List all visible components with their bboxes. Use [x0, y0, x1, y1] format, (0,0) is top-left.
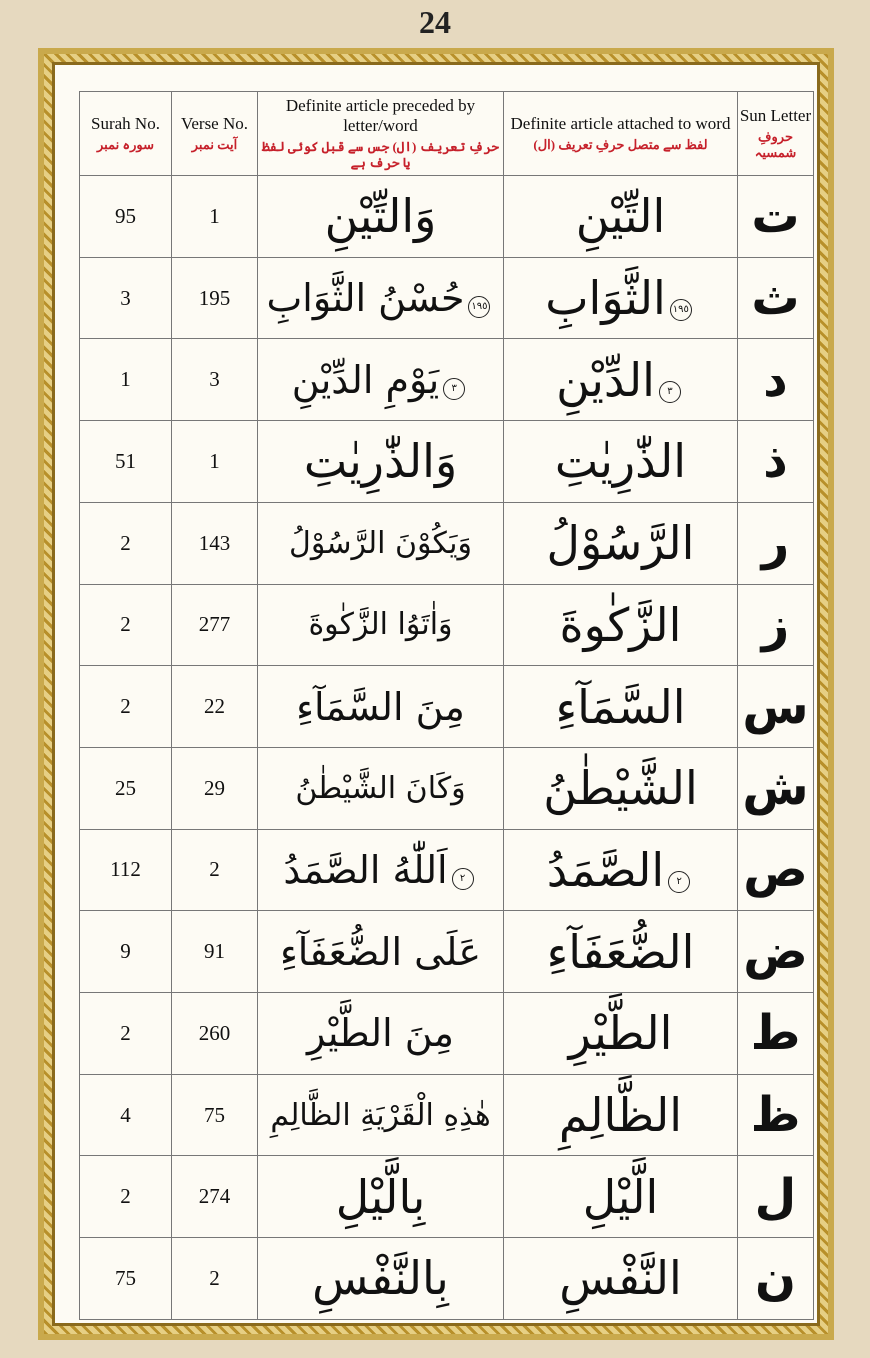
sun-letter-cell: ز: [738, 584, 814, 666]
preceded-word-cell: اَللّٰهُ الصَّمَدُ ٢: [258, 829, 504, 911]
sun-letter-cell: ت: [738, 176, 814, 258]
verse-number-cell: 274: [172, 1156, 258, 1238]
table-row: [80, 1238, 814, 1320]
preceded-word-cell: هٰذِهِ الْقَرْيَةِ الظَّالِمِ: [258, 1074, 504, 1156]
verse-number-cell: 91: [172, 911, 258, 993]
ayah-end-icon: ١٩٥: [670, 299, 692, 321]
table-row: [80, 176, 814, 258]
attached-word-cell: الظَّالِمِ: [504, 1074, 738, 1156]
table-row: [80, 584, 814, 666]
table-row: [80, 993, 814, 1075]
surah-number-cell: 1: [80, 339, 172, 421]
verse-number-cell: 3: [172, 339, 258, 421]
table-row: [80, 257, 814, 339]
table-row: [80, 421, 814, 503]
preceded-word-cell: بِالَّيْلِ: [258, 1156, 504, 1238]
header-row: [80, 92, 814, 176]
attached-word-cell: الصَّمَدُ ٢: [504, 829, 738, 911]
attached-word-cell: النَّفْسِ: [504, 1238, 738, 1320]
verse-number-cell: 277: [172, 584, 258, 666]
page-number: 24: [419, 4, 451, 40]
attached-word-cell: الدِّيْنِ ٣: [504, 339, 738, 421]
attached-word-cell: الرَّسُوْلُ: [504, 502, 738, 584]
header-verse: Verse No. آیت نمبر: [172, 92, 258, 176]
table-row: [80, 911, 814, 993]
attached-word-cell: الَّيْلِ: [504, 1156, 738, 1238]
surah-number-cell: 2: [80, 1156, 172, 1238]
preceded-word-cell: عَلَى الضُّعَفَآءِ: [258, 911, 504, 993]
preceded-word-cell: بِالنَّفْسِ: [258, 1238, 504, 1320]
ayah-end-icon: ٣: [443, 378, 465, 400]
surah-number-cell: 2: [80, 502, 172, 584]
sun-letter-cell: د: [738, 339, 814, 421]
surah-number-cell: 25: [80, 747, 172, 829]
verse-number-cell: 29: [172, 747, 258, 829]
attached-word-cell: الثَّوَابِ ١٩٥: [504, 257, 738, 339]
surah-number-cell: 2: [80, 993, 172, 1075]
attached-word-cell: الشَّيْطٰنُ: [504, 747, 738, 829]
attached-word-cell: الطَّيْرِ: [504, 993, 738, 1075]
verse-number-cell: 75: [172, 1074, 258, 1156]
surah-number-cell: 9: [80, 911, 172, 993]
sun-letter-cell: ص: [738, 829, 814, 911]
surah-number-cell: 95: [80, 176, 172, 258]
preceded-word-cell: مِنَ السَّمَآءِ: [258, 666, 504, 748]
table-row: [80, 747, 814, 829]
ayah-end-icon: ٣: [659, 381, 681, 403]
sun-letters-table: [79, 91, 814, 1320]
surah-number-cell: 75: [80, 1238, 172, 1320]
surah-number-cell: 112: [80, 829, 172, 911]
sun-letter-cell: ر: [738, 502, 814, 584]
surah-number-cell: 51: [80, 421, 172, 503]
surah-number-cell: 2: [80, 666, 172, 748]
ayah-end-icon: ١٩٥: [468, 296, 490, 318]
header-preceded: Definite article preceded by letter/word حرفِ تعریف (ال) جس سے قبل کوئی لفظ یا حرف ہے: [258, 92, 504, 176]
sun-letter-cell: ث: [738, 257, 814, 339]
verse-number-cell: 1: [172, 176, 258, 258]
surah-number-cell: 4: [80, 1074, 172, 1156]
ornamental-frame: [38, 48, 834, 1340]
sun-letter-cell: ض: [738, 911, 814, 993]
verse-number-cell: 1: [172, 421, 258, 503]
attached-word-cell: السَّمَآءِ: [504, 666, 738, 748]
attached-word-cell: الزَّكٰوةَ: [504, 584, 738, 666]
table-row: [80, 502, 814, 584]
ayah-end-icon: ٢: [452, 868, 474, 890]
attached-word-cell: الضُّعَفَآءِ: [504, 911, 738, 993]
frame-inner: [52, 62, 820, 1326]
table-row: [80, 1074, 814, 1156]
table-body: [80, 176, 814, 1320]
verse-number-cell: 2: [172, 829, 258, 911]
preceded-word-cell: مِنَ الطَّيْرِ: [258, 993, 504, 1075]
sun-letter-cell: ن: [738, 1238, 814, 1320]
table-row: [80, 1156, 814, 1238]
preceded-word-cell: حُسْنُ الثَّوَابِ ١٩٥: [258, 257, 504, 339]
verse-number-cell: 2: [172, 1238, 258, 1320]
header-letter: Sun Letter حروفِ شمسیہ: [738, 92, 814, 176]
surah-number-cell: 2: [80, 584, 172, 666]
preceded-word-cell: وَالذّٰرِيٰتِ: [258, 421, 504, 503]
attached-word-cell: الذّٰرِيٰتِ: [504, 421, 738, 503]
sun-letter-cell: ط: [738, 993, 814, 1075]
verse-number-cell: 260: [172, 993, 258, 1075]
sun-letter-cell: ش: [738, 747, 814, 829]
attached-word-cell: التِّيْنِ: [504, 176, 738, 258]
preceded-word-cell: يَوْمِ الدِّيْنِ ٣: [258, 339, 504, 421]
sun-letter-cell: ظ: [738, 1074, 814, 1156]
preceded-word-cell: وَكَانَ الشَّيْطٰنُ: [258, 747, 504, 829]
preceded-word-cell: وَاٰتَوُا الزَّكٰوةَ: [258, 584, 504, 666]
verse-number-cell: 195: [172, 257, 258, 339]
header-attached: Definite article attached to word لفظ سے متصل حرفِ تعریف (ال): [504, 92, 738, 176]
preceded-word-cell: وَالتِّيْنِ: [258, 176, 504, 258]
verse-number-cell: 143: [172, 502, 258, 584]
table-row: [80, 666, 814, 748]
table-row: [80, 339, 814, 421]
verse-number-cell: 22: [172, 666, 258, 748]
sun-letter-cell: ذ: [738, 421, 814, 503]
table-row: [80, 829, 814, 911]
ayah-end-icon: ٢: [668, 871, 690, 893]
header-surah: Surah No. سورہ نمبر: [80, 92, 172, 176]
preceded-word-cell: وَيَكُوْنَ الرَّسُوْلُ: [258, 502, 504, 584]
sun-letter-cell: س: [738, 666, 814, 748]
sun-letter-cell: ل: [738, 1156, 814, 1238]
surah-number-cell: 3: [80, 257, 172, 339]
